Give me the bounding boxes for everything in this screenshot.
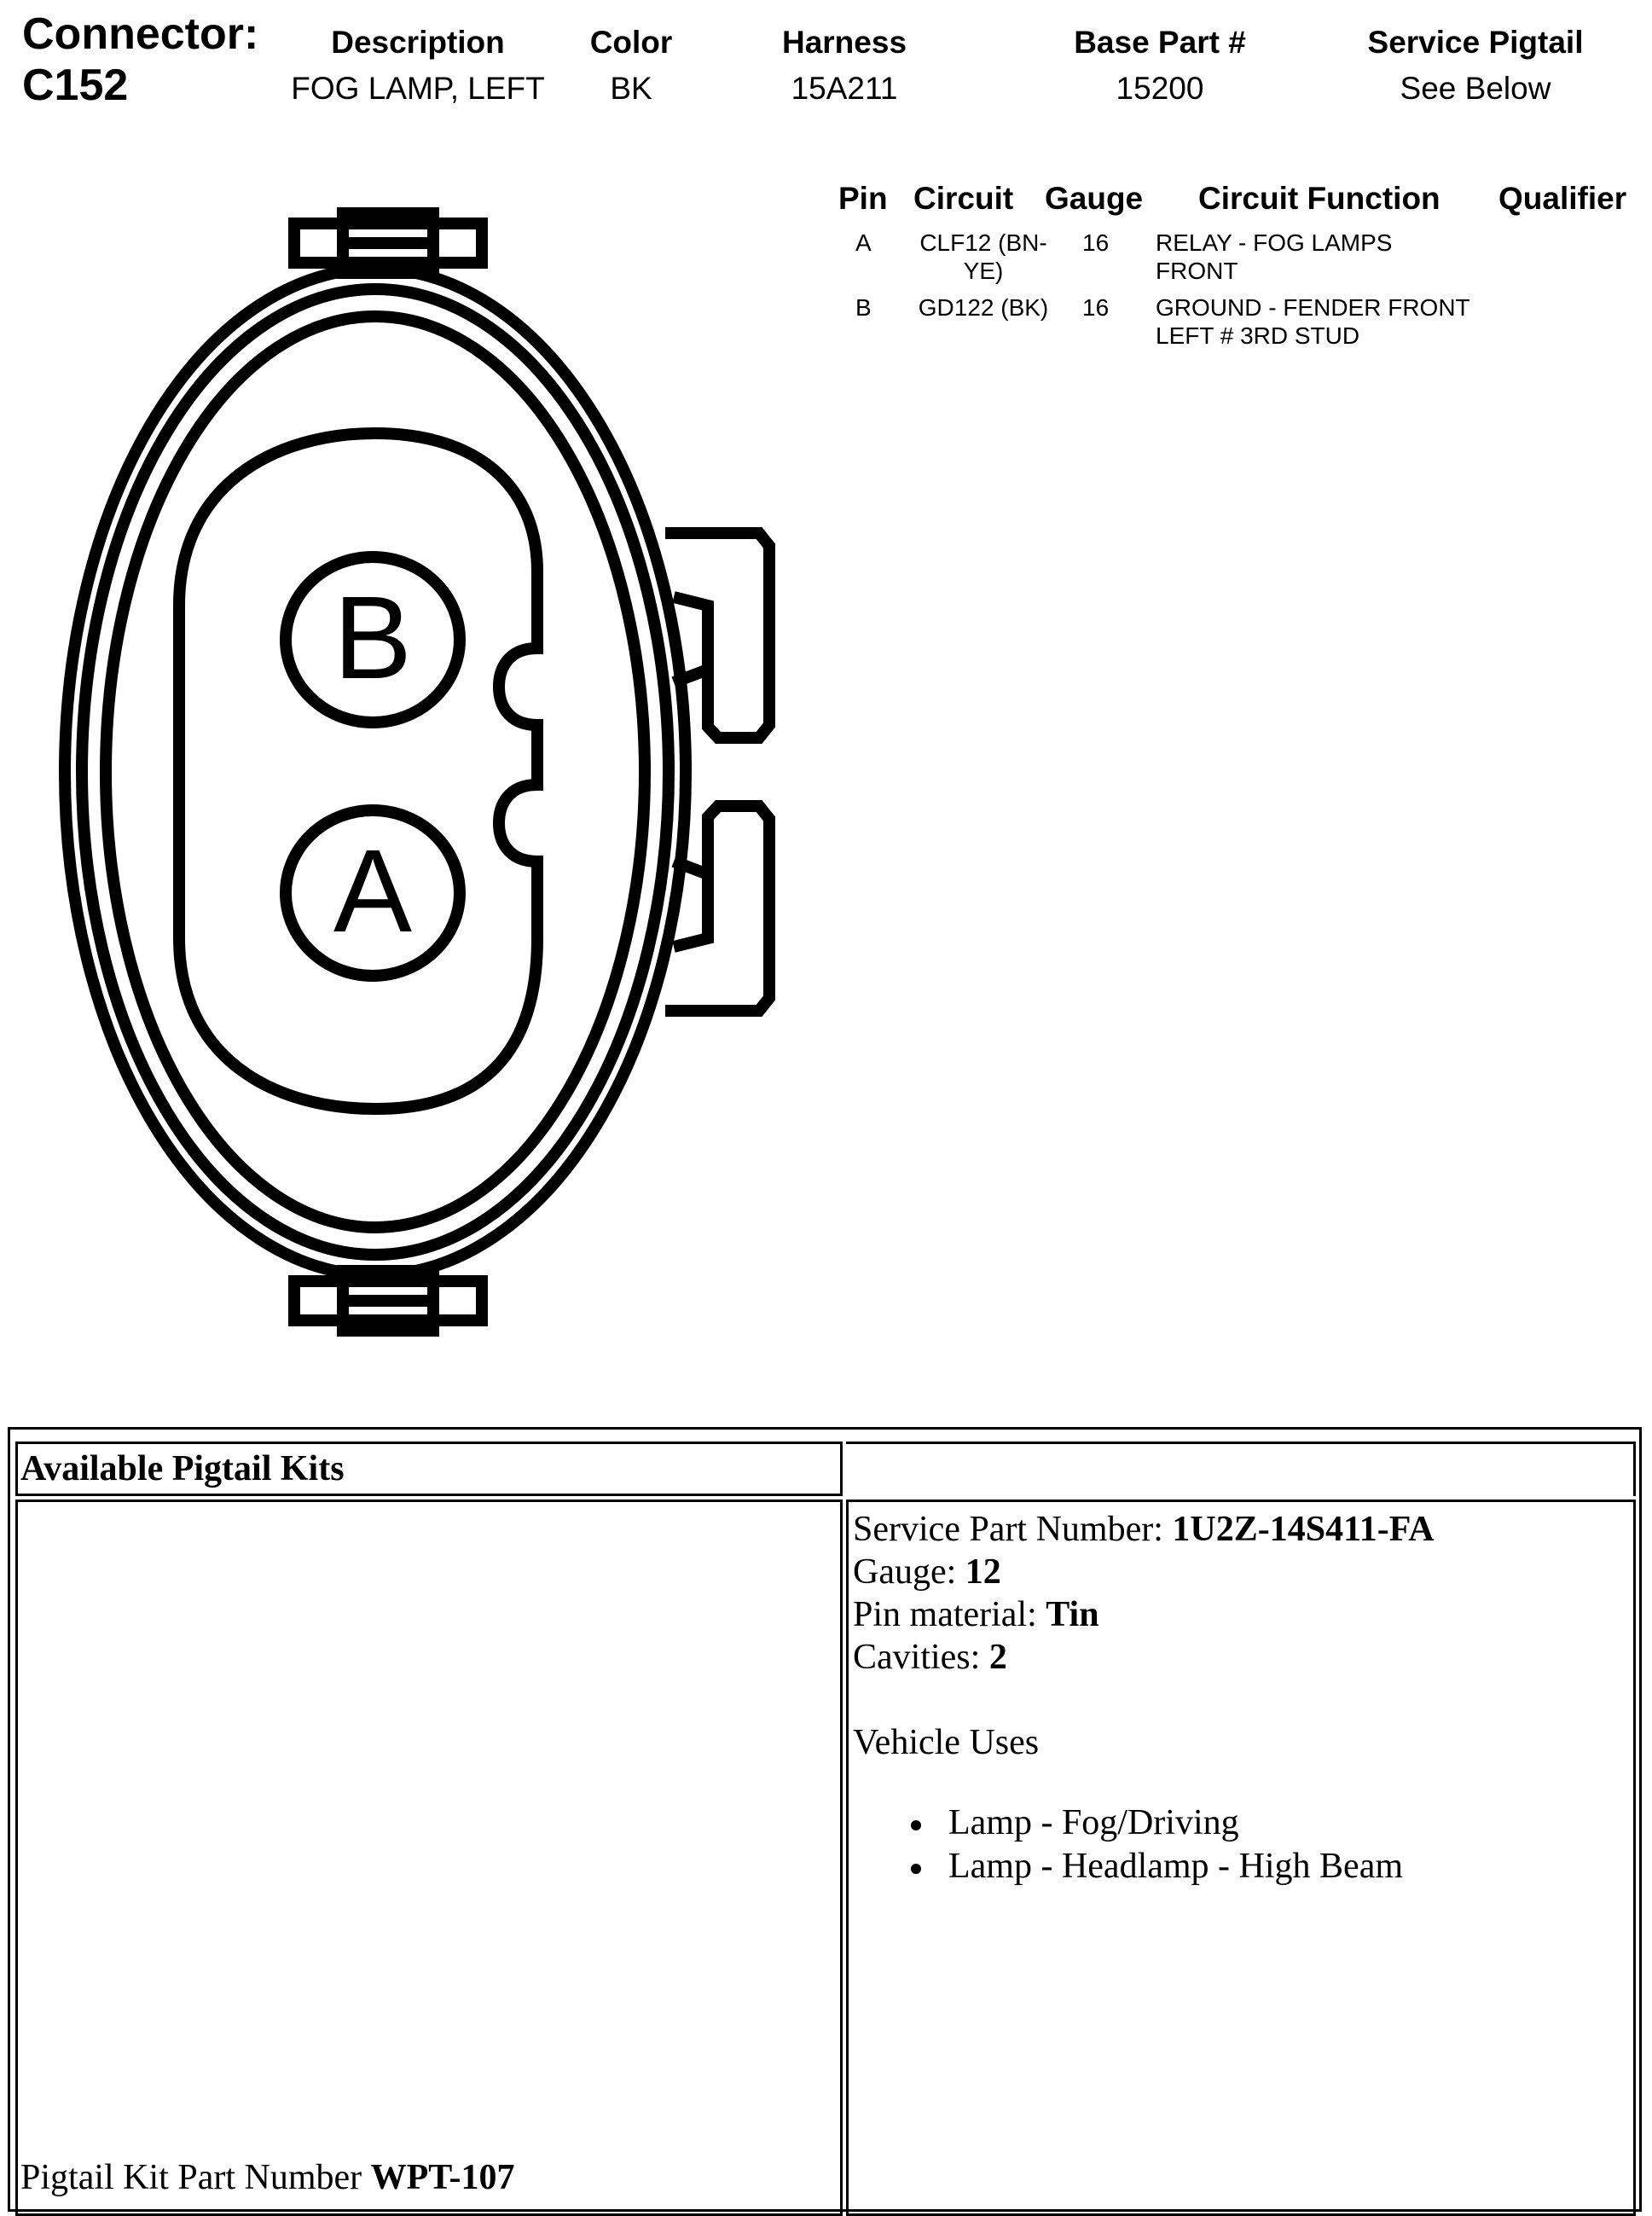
pigtail-kit-value: WPT-107 [370,2158,515,2197]
list-item [904,1801,1403,1845]
base-part-value: 15200 [1116,71,1204,106]
circuit-b-line1: GD122 (BK) [918,294,1049,321]
circuit-a-line2: YE) [963,258,1004,284]
description-heading: Description [331,25,505,60]
pin-b: B [855,294,872,321]
gauge-header: Gauge [1045,181,1144,216]
harness-value: 15A211 [791,71,898,106]
vehicle-use-text: Lamp - Fog/Driving [948,1803,1239,1842]
connector-id: C152 [22,61,129,110]
list-item [904,1845,1403,1888]
pin-material-value: Tin [1046,1595,1099,1634]
gauge-b: 16 [1082,294,1110,321]
color-value: BK [610,71,652,106]
pigtail-title: Available Pigtail Kits [20,1449,345,1488]
vehicle-use-text: Lamp - Headlamp - High Beam [948,1847,1403,1886]
bullet-icon [911,1864,921,1874]
pin-a: A [855,229,872,256]
service-pigtail-heading: Service Pigtail [1367,25,1584,60]
housing-ring-3 [106,316,645,1227]
harness-heading: Harness [781,25,907,60]
cavities-value: 2 [988,1638,1007,1677]
vehicle-uses-list [904,1801,1403,1888]
vehicle-uses-heading: Vehicle Uses [853,1723,1040,1762]
function-a-line2: FRONT [1156,258,1238,284]
gauge-line [853,1551,1001,1593]
gauge-value: 12 [965,1552,1001,1592]
base-part-heading: Base Part # [1074,25,1246,60]
color-heading: Color [589,25,673,60]
circuit-a-line1: CLF12 (BN- [919,229,1047,256]
cavity-a-label: A [333,826,413,957]
function-a-line1: RELAY - FOG LAMPS [1156,229,1393,256]
pigtail-image-cell [15,1500,843,2216]
description-value: FOG LAMP, LEFT [291,71,545,106]
circuit-header: Circuit [913,181,1014,216]
service-pigtail-value: See Below [1400,71,1551,106]
service-part-value: 1U2Z-14S411-FA [1172,1510,1435,1549]
gauge-label: Gauge: [853,1552,965,1592]
connector-face-diagram [34,205,802,1365]
service-part-label: Service Part Number: [853,1510,1173,1549]
cavities-label: Cavities: [853,1638,989,1677]
cavity-boundary [179,433,537,1109]
cavities-line [853,1636,1007,1679]
connector-label: Connector: [22,9,259,59]
pin-material-line [853,1593,1099,1636]
function-b-line2: LEFT # 3RD STUD [1156,322,1360,349]
cavity-b-label: B [333,572,413,704]
pin-material-label: Pin material: [853,1595,1046,1634]
housing-outer-ring [65,269,686,1275]
gauge-a: 16 [1082,229,1110,256]
qualifier-header: Qualifier [1498,181,1627,216]
pin-header: Pin [838,181,888,216]
service-part-line [853,1508,1435,1551]
bullet-icon [911,1820,921,1830]
circuit-function-header: Circuit Function [1198,181,1440,216]
pigtail-kit-label: Pigtail Kit Part Number [20,2158,371,2197]
pigtail-right-header-cell [846,1442,1636,1496]
function-b-line1: GROUND - FENDER FRONT [1156,294,1470,321]
pigtail-kit-line [20,2156,514,2199]
